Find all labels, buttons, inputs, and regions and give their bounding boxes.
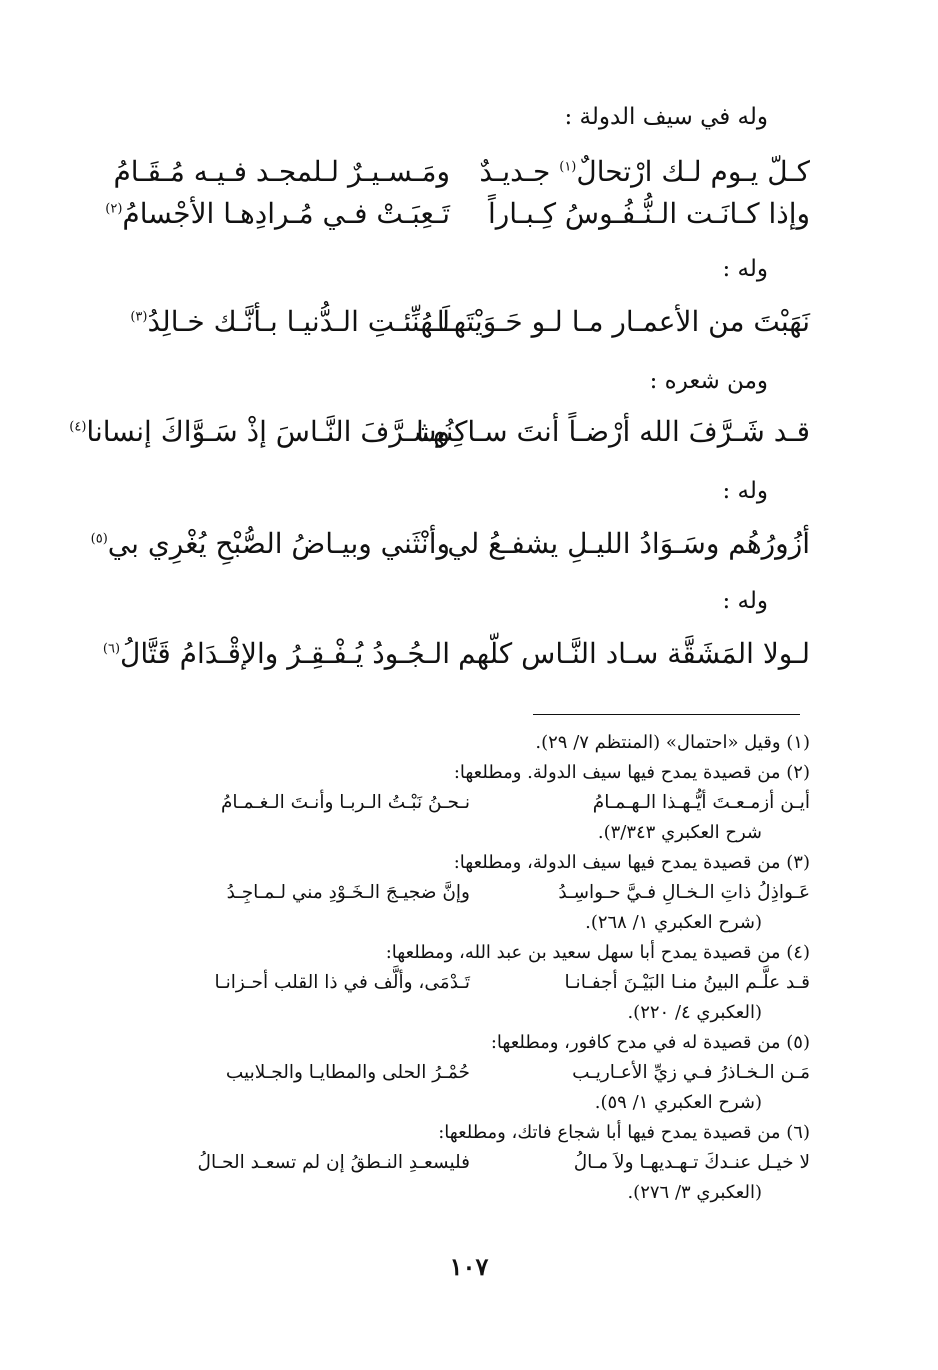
footnote-marker[interactable]: (٦) [102, 641, 121, 657]
footnote-6: (٦) من قصيدة يمدح فيها أبا شجاع فاتك، ومطلعها: [438, 1122, 810, 1143]
footnote-marker[interactable]: (٢) [105, 201, 123, 217]
verse-first-hemistich: نَهَبْتَ من الأعمـار مـا لـو حَـوَيْتَهـا [436, 305, 810, 338]
verse-first-hemistich: وإذا كـانَـت الـنُّـفُـوسُ كِـبـاراً [488, 197, 810, 230]
footnote-source: (العكبري ٣/ ٢٧٦). [627, 1182, 762, 1203]
footnote-verse [150, 788, 810, 818]
footnote-verse-first: مَـن الـخـاذرُ فـي زيِّ الأعـاريـب [572, 1062, 810, 1083]
verse-line [105, 192, 810, 236]
verse-first-hemistich: قـد شَـرَّفَ الله أرْضـاً أنتَ سـاكِنُهـا [415, 415, 810, 448]
poem-intro: ومن شعره : [649, 368, 768, 394]
verse-line [102, 632, 810, 676]
footnote-5: (٥) من قصيدة له في مدح كافور، ومطلعها: [490, 1032, 810, 1053]
footnote-verse-second: نـحـنُ نَبْـتُ الـربـا وأنـتَ الـغـمـامُ [220, 792, 470, 813]
footnote-verse-first: عَـواذِلُ ذاتِ الـخـالِ فـيَّ حـواسِـدُ [558, 882, 810, 903]
footnote-separator [533, 714, 800, 715]
footnote-marker[interactable]: (١) [559, 159, 577, 175]
footnote-source: شرح العكبري ٣/٣٤٣). [597, 822, 762, 843]
footnote-source: (شرح العكبري ١/ ٢٦٨). [585, 912, 762, 933]
footnote-verse-second: حُمْـرُ الحلى والمطايـا والجـلابيب [225, 1062, 470, 1083]
footnote-verse-first: قـد علَّـم البينُ منـا البَيْـنَ أجفـانـا [564, 972, 810, 993]
verse-line [90, 522, 810, 566]
verse-second-hemistich: لَـهُنِّئـتِ الـدُّنيـا بـأنَّـك خـالِدُ$^{(٣)}$ [130, 305, 450, 338]
verse-first-hemistich: كـلّ يـوم لـك ارْتحالٌ$^{(١)}$ جـديـدٌ [479, 155, 810, 188]
footnote-verse-second: تَـدْمَى، وألَّف في ذا القلب أحـزانـا [214, 972, 470, 993]
verse-line [69, 410, 810, 454]
verse-first-hemistich: لـولا المَشَقَّة سـاد النَّـاس كلّهم [458, 637, 810, 670]
footnotes [150, 728, 810, 1208]
footnote-verse-first: لا خيـل عنـدكَ تـهـديهـا ولاَ مـالُ [573, 1152, 810, 1173]
footnote-verse-second: وإنَّ ضجيـجَ الـخَـوْدِ مني لـمـاجِـدُ [226, 882, 470, 903]
poem-intro: وله : [722, 588, 768, 614]
poem-intro: وله في سيف الدولة : [564, 104, 768, 130]
verse-second-hemistich: ومَـسـيـرٌ لـلمجـد فـيـه مُـقَـامُ [113, 155, 450, 188]
footnote-verse-second: فليسعـدِ النـطقُ إن لم تسعـد الحـالُ [197, 1152, 470, 1173]
poem-intro: وله : [722, 478, 768, 504]
footnote-source: (شرح العكبري ١/ ٥٩). [594, 1092, 762, 1113]
page-number: ١٠٧ [449, 1252, 489, 1281]
verse-second-hemistich: وشـرَّفَ النَّـاسَ إذْ سَـوَّاكَ إنسانا$^{(٤)}$ [69, 415, 450, 448]
verse-first-hemistich: أزُورُهُم وسَـوَادُ الليـلِ يشفـعُ لي [447, 527, 810, 560]
verse-line [110, 300, 810, 344]
verse-second-hemistich: وأنْثَني وبيـاضُ الصُّبْحِ يُغْرِي بي$^{(٥)}$ [90, 527, 450, 560]
footnote-verse [150, 968, 810, 998]
footnote-marker[interactable]: (٣) [130, 309, 148, 325]
verse-second-hemistich: الـجُـودُ يُـفْـقِـرُ والإقْـدَامُ قَتَّالُ$^{(٦)}$ [102, 637, 450, 670]
footnote-marker[interactable]: (٤) [69, 419, 87, 435]
poem-intro: وله : [722, 256, 768, 282]
footnote-verse [150, 1058, 810, 1088]
footnote-4: (٤) من قصيدة يمدح أبا سهل سعيد بن عبد الله، ومطلعها: [385, 942, 810, 963]
footnote-2: (٢) من قصيدة يمدح فيها سيف الدولة. ومطلعها: [453, 762, 810, 783]
footnote-marker[interactable]: (٥) [90, 531, 108, 547]
footnote-source: (العكبري ٤/ ٢٢٠). [627, 1002, 762, 1023]
footnote-1: (١) وقيل «احتمال» (المنتظم ٧/ ٢٩). [535, 732, 810, 753]
footnote-verse [150, 878, 810, 908]
verse-second-hemistich: تَـعِبَـتْ فـي مُـرادِهـا الأجْسامُ$^{(٢)}$ [105, 197, 450, 230]
footnote-verse-first: أيـن أزمـعـتَ أيُّـهـذا الـهـمـامُ [592, 792, 810, 813]
footnote-verse [150, 1148, 810, 1178]
verse-line [110, 150, 810, 194]
footnote-3: (٣) من قصيدة يمدح فيها سيف الدولة، ومطلعها: [453, 852, 810, 873]
